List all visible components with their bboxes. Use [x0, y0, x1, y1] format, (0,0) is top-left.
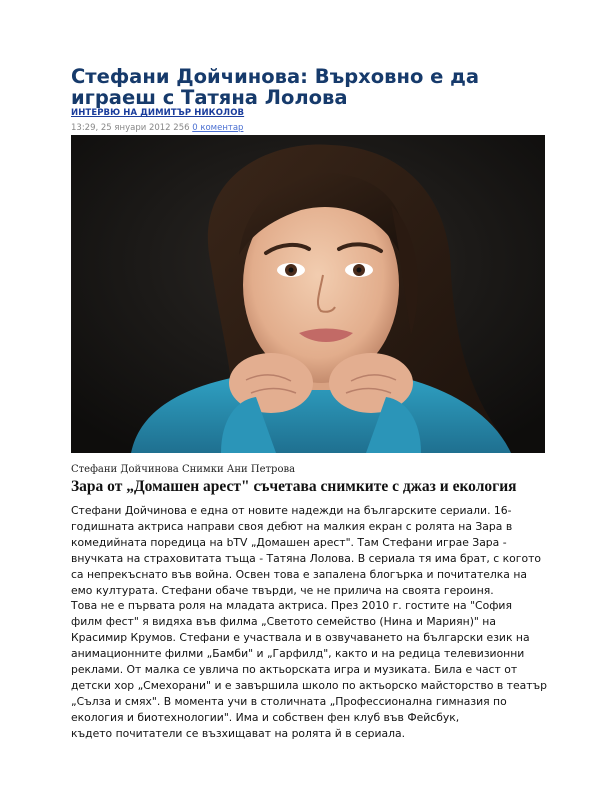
article-title: Стефани Дойчинова: Върховно е да играеш с Татяна Лолова	[71, 65, 480, 109]
article-body	[71, 503, 546, 742]
article-meta	[71, 123, 243, 133]
body-line: Красимир Крумов. Стефани е участвала и в озвучаването на български език на	[71, 631, 530, 645]
byline-link[interactable]: ИНТЕРВЮ НА ДИМИТЪР НИКОЛОВ	[71, 108, 245, 118]
body-line: внучката на страховитата тъща - Татяна Лолова. В сериала тя има брат, с когото	[71, 551, 541, 565]
body-line: комедийната поредица на bTV „Домашен арест". Там Стефани играе Зара -	[71, 535, 507, 549]
body-line: „Сълза и смях". В момента учи в столичната „Профессионална гимназия по	[71, 694, 507, 708]
body-line: емо културата. Стефани обаче твърди, че не прилича на своята героиня.	[71, 583, 494, 597]
body-line: детски хор „Смехорани" и е завършила школо по актьорско майсторство в театър	[71, 678, 548, 692]
article-subheading: Зара от „Домашен арест" съчетава снимките с джаз и екология	[71, 478, 517, 495]
comments-link[interactable]: 0 коментар	[192, 123, 244, 133]
body-line: Това не е първата роля на младата актриса. През 2010 г. гостите на "София	[71, 599, 512, 613]
body-line: където почитатели се възхищават на ролята й в сериала.	[71, 726, 406, 740]
article-photo	[71, 135, 545, 453]
portrait-illustration	[71, 135, 545, 453]
body-line: Стефани Дойчинова е една от новите надежди на българските сериали. 16-	[71, 504, 512, 517]
body-line: реклами. От малка се увлича по актьорската игра и музиката. Била е част от	[71, 663, 518, 677]
body-line: годишната актриса направи своя дебют на малкия екран с ролята на Зара в	[71, 519, 513, 533]
body-line: екология и биотехнологии". Има и собствен фен клуб във Фейсбук,	[71, 710, 460, 724]
body-line: филм фест" я видяха във филма „Светото семейство (Нина и Мариян)" на	[71, 615, 496, 629]
body-line: са непрекъснато във война. Освен това е запалена блогърка и почитателка на	[71, 567, 528, 581]
timestamp: 13:29, 25 януари 2012	[71, 123, 171, 133]
view-count: 256	[173, 123, 190, 133]
photo-caption: Стефани Дойчинова Снимки Ани Петрова	[71, 464, 296, 475]
body-line: анимационните филми „Бамби" и „Гарфилд", както и на редица телевизионни	[71, 647, 525, 661]
